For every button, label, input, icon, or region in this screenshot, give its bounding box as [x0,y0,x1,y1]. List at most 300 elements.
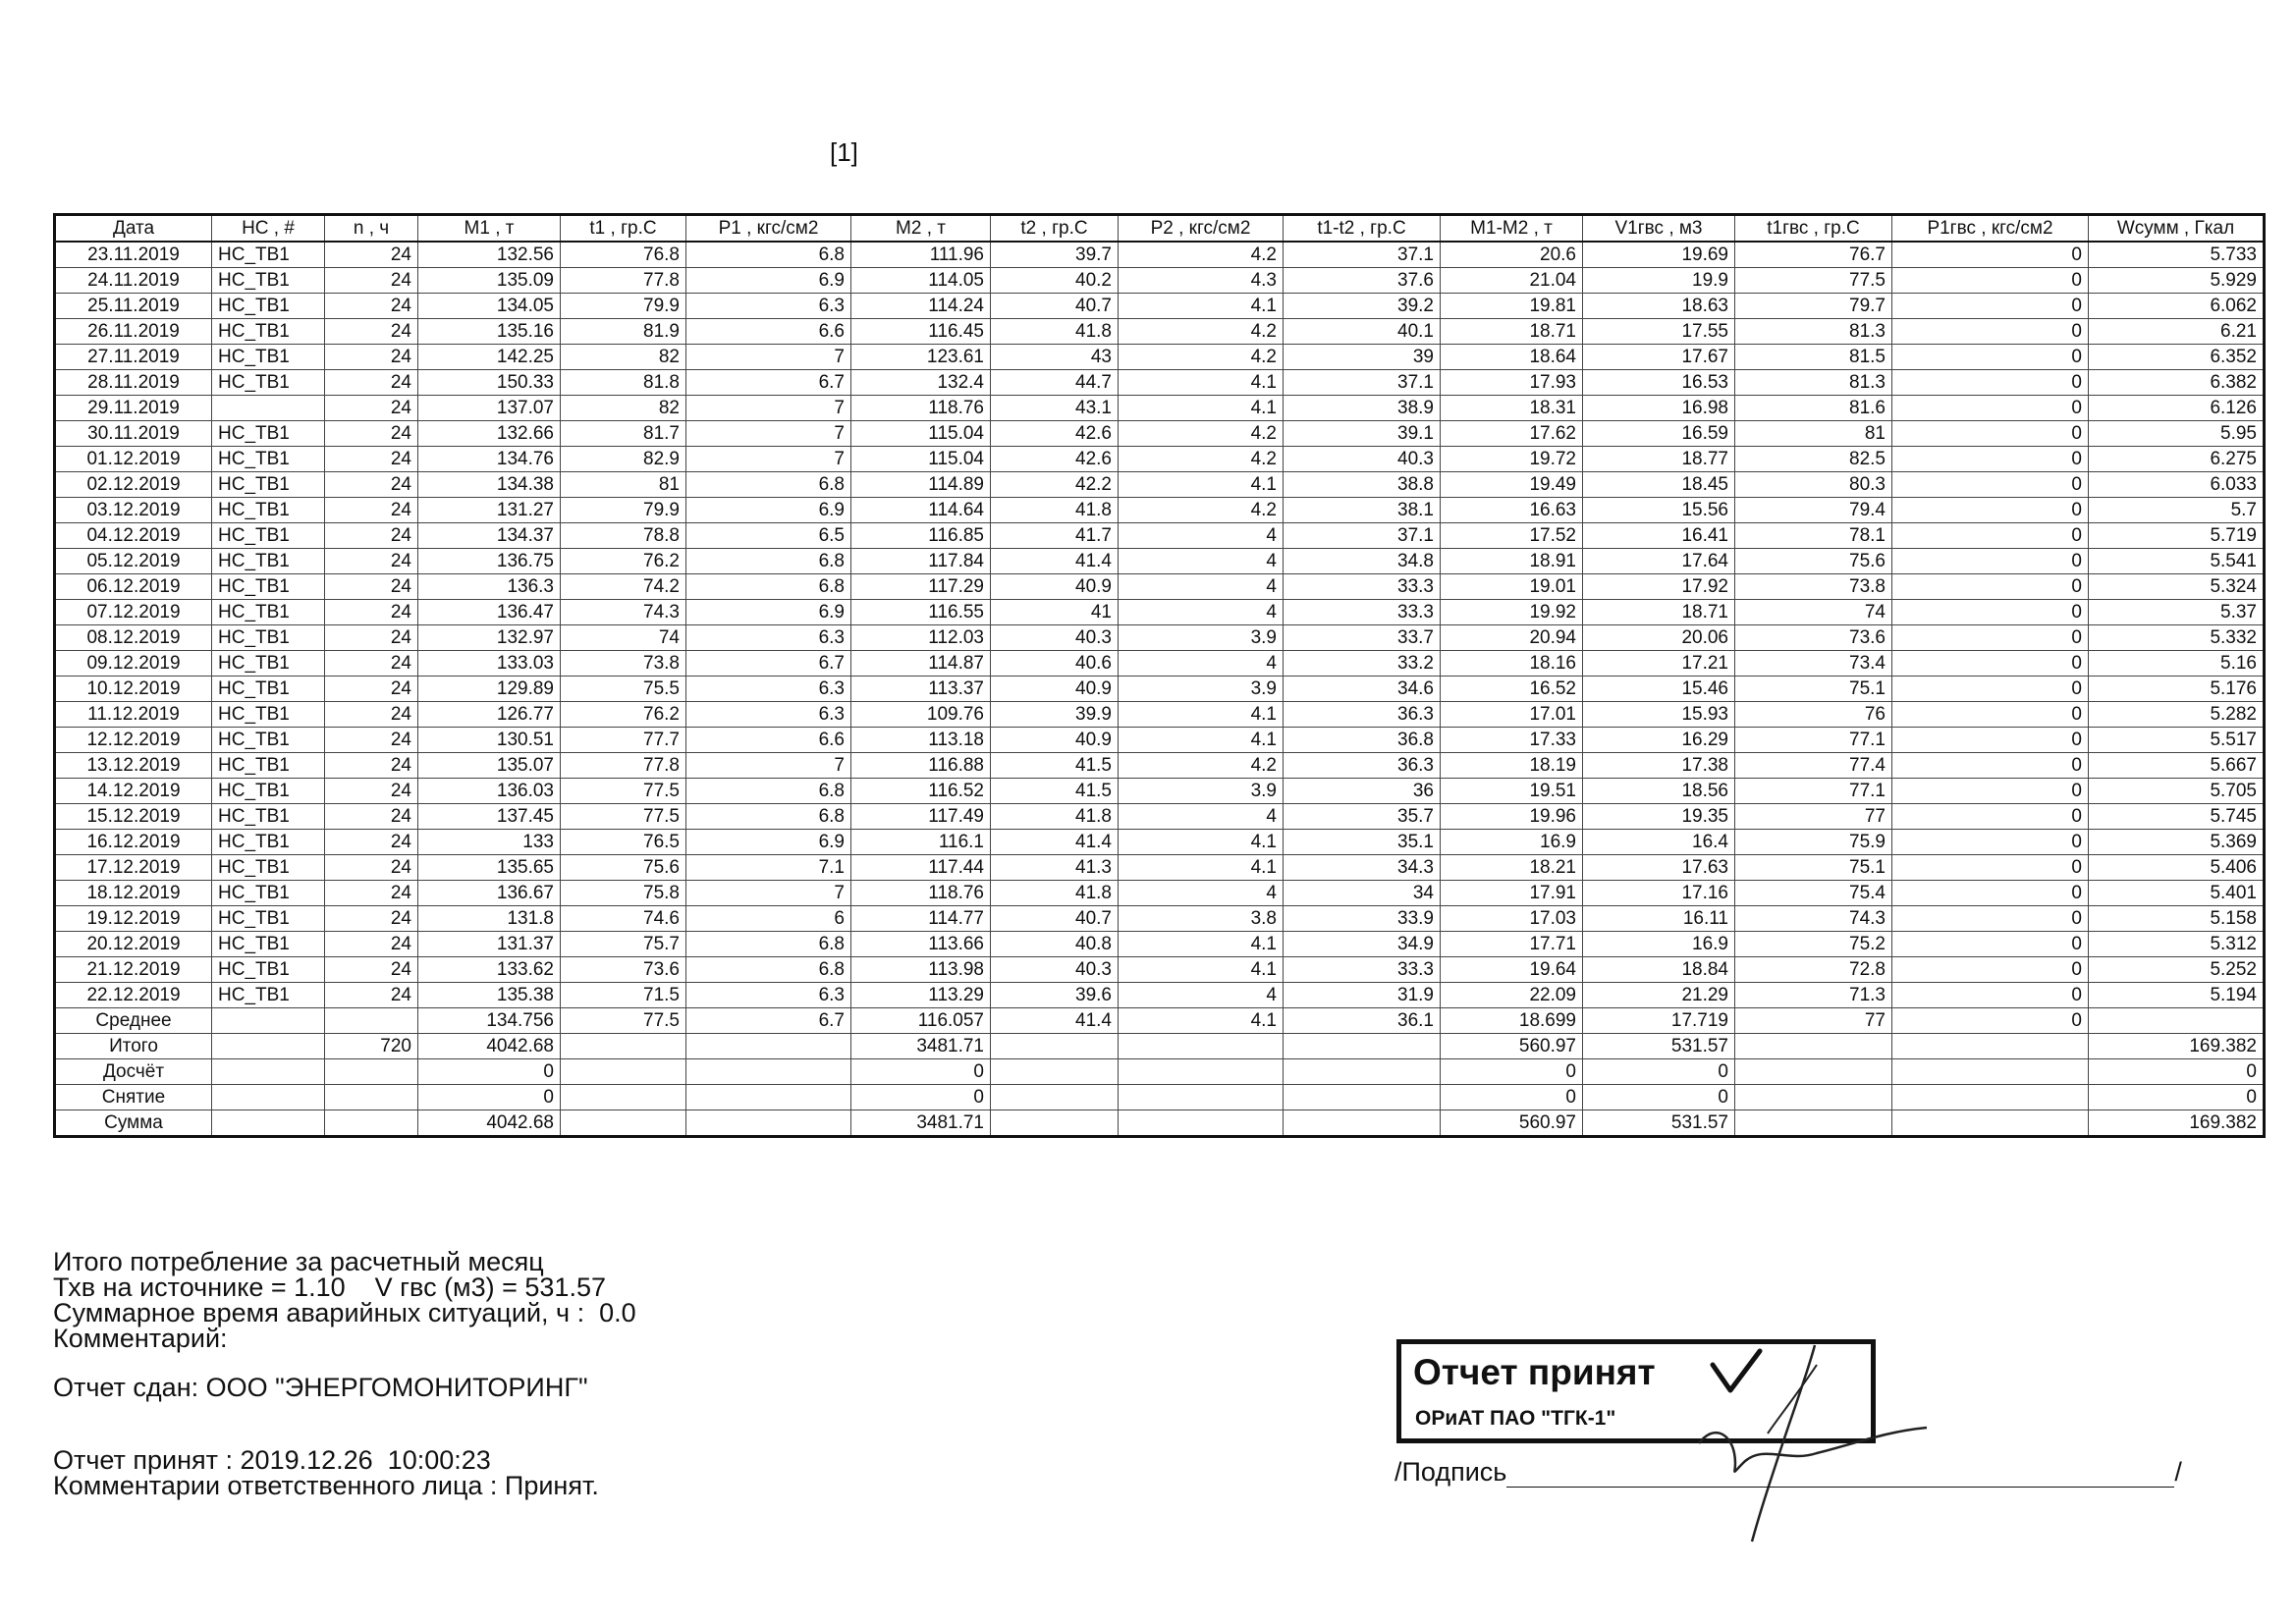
table-cell: 3481.71 [851,1110,991,1137]
table-row [55,268,2265,294]
table-cell: 76.5 [561,830,686,855]
table-row [55,728,2265,753]
table-cell: 41.7 [991,523,1119,549]
table-cell: 38.8 [1284,472,1441,498]
table-cell: 4.2 [1119,753,1284,779]
table-cell: 41.4 [991,1008,1119,1034]
table-cell: 78.8 [561,523,686,549]
table-cell: 113.37 [851,677,991,702]
table-cell: 35.7 [1284,804,1441,830]
table-cell: 7 [686,345,851,370]
column-header: Wсумм , Гкал [2089,215,2265,243]
totals-row [55,1059,2265,1085]
table-cell: 5.667 [2089,753,2265,779]
table-cell: 81 [1735,421,1892,447]
table-cell: 117.49 [851,804,991,830]
table-row [55,881,2265,906]
table-row [55,396,2265,421]
column-header: t1гвс , гр.С [1735,215,1892,243]
table-cell: 7 [686,396,851,421]
table-row [55,625,2265,651]
table-cell: НС_ТВ1 [212,906,325,932]
table-cell: 77.1 [1735,728,1892,753]
table-cell: 18.77 [1583,447,1735,472]
table-cell: 135.65 [418,855,561,881]
table-cell: 75.8 [561,881,686,906]
table-row [55,319,2265,345]
table-cell: 75.4 [1735,881,1892,906]
table-cell: 24 [325,728,418,753]
table-row [55,498,2265,523]
table-cell: 75.5 [561,677,686,702]
table-cell: 117.44 [851,855,991,881]
table-row [55,370,2265,396]
table-cell: 77.5 [561,804,686,830]
table-cell: 77 [1735,1008,1892,1034]
table-cell: 77.5 [561,779,686,804]
table-cell: 6.6 [686,728,851,753]
summary-comment-label: Комментарий: [53,1324,228,1353]
table-cell: 4 [1119,804,1284,830]
table-cell: 5.7 [2089,498,2265,523]
table-cell: 6.8 [686,242,851,268]
table-cell [991,1085,1119,1110]
table-row [55,753,2265,779]
table-cell: 81.6 [1735,396,1892,421]
column-header: t2 , гр.С [991,215,1119,243]
table-cell: 41.5 [991,753,1119,779]
table-cell: 4.1 [1119,472,1284,498]
table-cell: 6.3 [686,983,851,1008]
table-cell: 560.97 [1441,1034,1583,1059]
table-cell: 4042.68 [418,1034,561,1059]
table-cell: 40.2 [991,268,1119,294]
table-cell [1119,1034,1284,1059]
table-cell: 43 [991,345,1119,370]
table-cell: 0 [1892,447,2089,472]
table-cell: 75.7 [561,932,686,957]
table-cell: 16.52 [1441,677,1583,702]
stamp-title: Отчет принят [1413,1352,1656,1392]
table-cell: 10.12.2019 [55,677,212,702]
table-cell: 01.12.2019 [55,447,212,472]
table-cell: 3.9 [1119,779,1284,804]
table-cell: 114.24 [851,294,991,319]
table-cell: 40.1 [1284,319,1441,345]
table-cell [1284,1085,1441,1110]
table-cell: 5.252 [2089,957,2265,983]
table-cell: 5.369 [2089,830,2265,855]
table-cell: 6.3 [686,677,851,702]
table-cell: 73.4 [1735,651,1892,677]
table-cell: 4.2 [1119,498,1284,523]
table-cell: 115.04 [851,421,991,447]
table-cell: 18.45 [1583,472,1735,498]
table-cell: 41.5 [991,779,1119,804]
table-cell: 08.12.2019 [55,625,212,651]
table-cell: НС_ТВ1 [212,932,325,957]
table-cell: 112.03 [851,625,991,651]
table-cell: 81.9 [561,319,686,345]
table-cell: НС_ТВ1 [212,574,325,600]
table-cell: 33.3 [1284,574,1441,600]
table-cell: 41.8 [991,881,1119,906]
table-cell: 137.07 [418,396,561,421]
table-cell [991,1110,1119,1137]
table-cell: 6.062 [2089,294,2265,319]
table-cell: 20.12.2019 [55,932,212,957]
table-cell: 17.21 [1583,651,1735,677]
table-cell [1735,1110,1892,1137]
table-cell: НС_ТВ1 [212,345,325,370]
table-cell: 75.1 [1735,677,1892,702]
table-cell: 18.71 [1441,319,1583,345]
table-cell: 7.1 [686,855,851,881]
column-header: P1гвс , кгс/см2 [1892,215,2089,243]
table-cell: 17.71 [1441,932,1583,957]
table-row [55,549,2265,574]
table-cell: НС_ТВ1 [212,498,325,523]
table-cell: 74.2 [561,574,686,600]
table-cell: 19.64 [1441,957,1583,983]
table-cell: 16.59 [1583,421,1735,447]
table-cell: 6.8 [686,574,851,600]
table-cell: 5.282 [2089,702,2265,728]
table-cell: 24 [325,906,418,932]
table-cell: 0 [1892,268,2089,294]
table-cell: 3481.71 [851,1034,991,1059]
table-cell: НС_ТВ1 [212,830,325,855]
table-cell: 19.81 [1441,294,1583,319]
table-cell: 17.12.2019 [55,855,212,881]
table-cell: 24 [325,702,418,728]
table-cell: 34 [1284,881,1441,906]
table-cell: 41.3 [991,855,1119,881]
table-cell: 23.11.2019 [55,242,212,268]
table-cell: 33.2 [1284,651,1441,677]
table-cell [1284,1110,1441,1137]
table-cell: 40.3 [991,957,1119,983]
table-cell: 42.2 [991,472,1119,498]
table-cell: 0 [2089,1085,2265,1110]
table-cell: 40.7 [991,294,1119,319]
table-cell: 77.8 [561,268,686,294]
table-cell: 75.1 [1735,855,1892,881]
table-cell: 37.1 [1284,242,1441,268]
table-cell: 0 [418,1059,561,1085]
table-cell: 82 [561,345,686,370]
table-cell: 75.9 [1735,830,1892,855]
table-cell [1735,1085,1892,1110]
table-cell: 17.92 [1583,574,1735,600]
table-cell: 113.98 [851,957,991,983]
table-cell: 6.382 [2089,370,2265,396]
table-cell: 36.3 [1284,753,1441,779]
table-cell: 16.63 [1441,498,1583,523]
table-cell: 0 [1892,753,2089,779]
table-cell: 77.8 [561,753,686,779]
table-cell [212,1034,325,1059]
table-body [55,242,2265,1137]
table-cell: НС_ТВ1 [212,804,325,830]
table-cell: 137.45 [418,804,561,830]
table-cell: НС_ТВ1 [212,447,325,472]
table-cell: 7 [686,421,851,447]
table-row [55,523,2265,549]
signature-icon [1669,1306,1964,1561]
table-cell [686,1110,851,1137]
table-cell: 18.12.2019 [55,881,212,906]
table-cell: 16.9 [1583,932,1735,957]
table-cell: НС_ТВ1 [212,549,325,574]
summary-emergency-time: Суммарное время аварийных ситуаций, ч : 0.0 [53,1298,636,1327]
table-cell: 41.8 [991,319,1119,345]
table-cell: 81 [561,472,686,498]
table-cell: 18.699 [1441,1008,1583,1034]
table-cell: 74 [1735,600,1892,625]
table-cell: 4 [1119,983,1284,1008]
table-cell: 4.1 [1119,957,1284,983]
table-cell: 0 [1892,345,2089,370]
column-header: Дата [55,215,212,243]
table-cell: НС_ТВ1 [212,779,325,804]
table-cell: 35.1 [1284,830,1441,855]
table-cell [1892,1059,2089,1085]
table-cell: 6.8 [686,779,851,804]
table-row [55,651,2265,677]
table-cell [1892,1085,2089,1110]
table-cell: 560.97 [1441,1110,1583,1137]
table-cell: 117.29 [851,574,991,600]
table-row [55,804,2265,830]
table-cell: 19.35 [1583,804,1735,830]
totals-row [55,1008,2265,1034]
table-cell: 24 [325,932,418,957]
table-cell: 4.1 [1119,370,1284,396]
table-cell: 0 [1583,1059,1735,1085]
table-cell: 22.09 [1441,983,1583,1008]
table-cell: Сумма [55,1110,212,1137]
table-cell: 17.03 [1441,906,1583,932]
table-cell: 82.5 [1735,447,1892,472]
table-cell: 14.12.2019 [55,779,212,804]
table-cell: 21.04 [1441,268,1583,294]
table-cell: 19.96 [1441,804,1583,830]
table-cell: 169.382 [2089,1034,2265,1059]
table-cell: 134.05 [418,294,561,319]
table-cell: 73.8 [1735,574,1892,600]
table-cell: 116.057 [851,1008,991,1034]
table-cell: 24 [325,957,418,983]
table-cell: 123.61 [851,345,991,370]
table-cell: НС_ТВ1 [212,421,325,447]
table-cell: 136.67 [418,881,561,906]
table-cell: 116.85 [851,523,991,549]
table-cell [212,1110,325,1137]
report-table [53,213,2266,1138]
table-cell: 116.1 [851,830,991,855]
table-cell: 0 [1583,1085,1735,1110]
table-cell: 5.719 [2089,523,2265,549]
table-cell: 36.1 [1284,1008,1441,1034]
table-cell: 39 [1284,345,1441,370]
table-cell: 111.96 [851,242,991,268]
table-cell [1119,1059,1284,1085]
table-cell: 24 [325,268,418,294]
table-cell: 0 [1892,421,2089,447]
table-cell: 114.05 [851,268,991,294]
table-cell: 114.87 [851,651,991,677]
table-cell: 04.12.2019 [55,523,212,549]
totals-row [55,1110,2265,1137]
table-cell: 76 [1735,702,1892,728]
table-cell: 6.3 [686,702,851,728]
table-cell [212,396,325,421]
table-cell: 4 [1119,651,1284,677]
table-cell: 4.1 [1119,932,1284,957]
table-cell: 118.76 [851,396,991,421]
table-cell: 6.7 [686,370,851,396]
table-cell: 17.01 [1441,702,1583,728]
table-cell: 15.46 [1583,677,1735,702]
table-cell: 6.033 [2089,472,2265,498]
table-cell: 4042.68 [418,1110,561,1137]
table-cell: 4 [1119,600,1284,625]
table-cell: 81.7 [561,421,686,447]
table-cell: 4.2 [1119,447,1284,472]
table-cell: 34.8 [1284,549,1441,574]
table-cell: 42.6 [991,447,1119,472]
table-cell: 6.126 [2089,396,2265,421]
table-cell: 0 [1892,574,2089,600]
table-cell: 17.63 [1583,855,1735,881]
table-cell: НС_ТВ1 [212,370,325,396]
table-cell: 36.3 [1284,702,1441,728]
table-cell: 24 [325,804,418,830]
table-cell: 77 [1735,804,1892,830]
table-cell: 6.8 [686,549,851,574]
table-cell: 131.8 [418,906,561,932]
table-cell: 24 [325,345,418,370]
table-cell: 6.8 [686,932,851,957]
table-cell: 6.352 [2089,345,2265,370]
table-cell: 0 [1892,396,2089,421]
table-cell: 76.2 [561,702,686,728]
table-cell: 26.11.2019 [55,319,212,345]
table-cell: 77.4 [1735,753,1892,779]
table-cell: 150.33 [418,370,561,396]
table-cell: 4.3 [1119,268,1284,294]
table-cell: 5.406 [2089,855,2265,881]
table-cell: 24 [325,294,418,319]
table-cell: Досчёт [55,1059,212,1085]
table-cell: 17.38 [1583,753,1735,779]
table-cell: 4.1 [1119,396,1284,421]
table-cell: 5.332 [2089,625,2265,651]
signature-line [1506,1463,2174,1488]
table-cell: 4.1 [1119,855,1284,881]
table-cell: 07.12.2019 [55,600,212,625]
table-cell: 0 [1892,651,2089,677]
table-cell: 131.27 [418,498,561,523]
table-cell: 6 [686,906,851,932]
table-row [55,702,2265,728]
table-cell: 117.84 [851,549,991,574]
table-cell: 0 [1892,957,2089,983]
table-cell [561,1034,686,1059]
table-cell: 24 [325,779,418,804]
table-cell [325,1008,418,1034]
table-cell: 17.55 [1583,319,1735,345]
table-cell: 19.69 [1583,242,1735,268]
table-cell: 114.77 [851,906,991,932]
table-cell: 136.3 [418,574,561,600]
table-cell: 0 [1892,804,2089,830]
signature-label: /Подпись [1394,1457,1507,1487]
table-cell: 24 [325,651,418,677]
table-cell: 15.93 [1583,702,1735,728]
table-cell: 24 [325,472,418,498]
table-cell: 39.9 [991,702,1119,728]
column-header: n , ч [325,215,418,243]
table-cell: 76.8 [561,242,686,268]
table-cell: 134.756 [418,1008,561,1034]
table-cell: 3.9 [1119,677,1284,702]
table-cell: 74.6 [561,906,686,932]
table-cell: 116.45 [851,319,991,345]
table-cell: НС_ТВ1 [212,523,325,549]
table-cell: 109.76 [851,702,991,728]
table-cell: 38.9 [1284,396,1441,421]
table-cell: 39.7 [991,242,1119,268]
table-cell: НС_ТВ1 [212,957,325,983]
table-cell: 17.93 [1441,370,1583,396]
table-cell: 6.3 [686,625,851,651]
table-cell: 17.64 [1583,549,1735,574]
table-cell: 17.62 [1441,421,1583,447]
table-cell [325,1059,418,1085]
table-cell: 81.3 [1735,319,1892,345]
table-cell [1119,1110,1284,1137]
table-cell: 03.12.2019 [55,498,212,523]
table-cell: 18.56 [1583,779,1735,804]
table-cell: 18.84 [1583,957,1735,983]
table-cell: 75.6 [1735,549,1892,574]
table-cell: 76.7 [1735,242,1892,268]
table-row [55,472,2265,498]
summary-title: Итого потребление за расчетный месяц [53,1247,544,1276]
table-cell: 134.76 [418,447,561,472]
table-cell: 44.7 [991,370,1119,396]
table-cell: 5.194 [2089,983,2265,1008]
table-cell: 28.11.2019 [55,370,212,396]
table-cell: 0 [1892,549,2089,574]
table-cell: 0 [1892,906,2089,932]
table-cell: 75.6 [561,855,686,881]
table-cell: 34.6 [1284,677,1441,702]
table-cell: НС_ТВ1 [212,983,325,1008]
table-cell: 17.719 [1583,1008,1735,1034]
table-cell: 18.64 [1441,345,1583,370]
column-header: М2 , т [851,215,991,243]
table-cell: 74.3 [561,600,686,625]
table-cell: 4.2 [1119,242,1284,268]
table-cell: 37.1 [1284,523,1441,549]
table-cell: 5.16 [2089,651,2265,677]
report-submitted-by: Отчет сдан: ООО "ЭНЕРГОМОНИТОРИНГ" [53,1373,588,1402]
table-cell: 115.04 [851,447,991,472]
table-cell: 5.401 [2089,881,2265,906]
